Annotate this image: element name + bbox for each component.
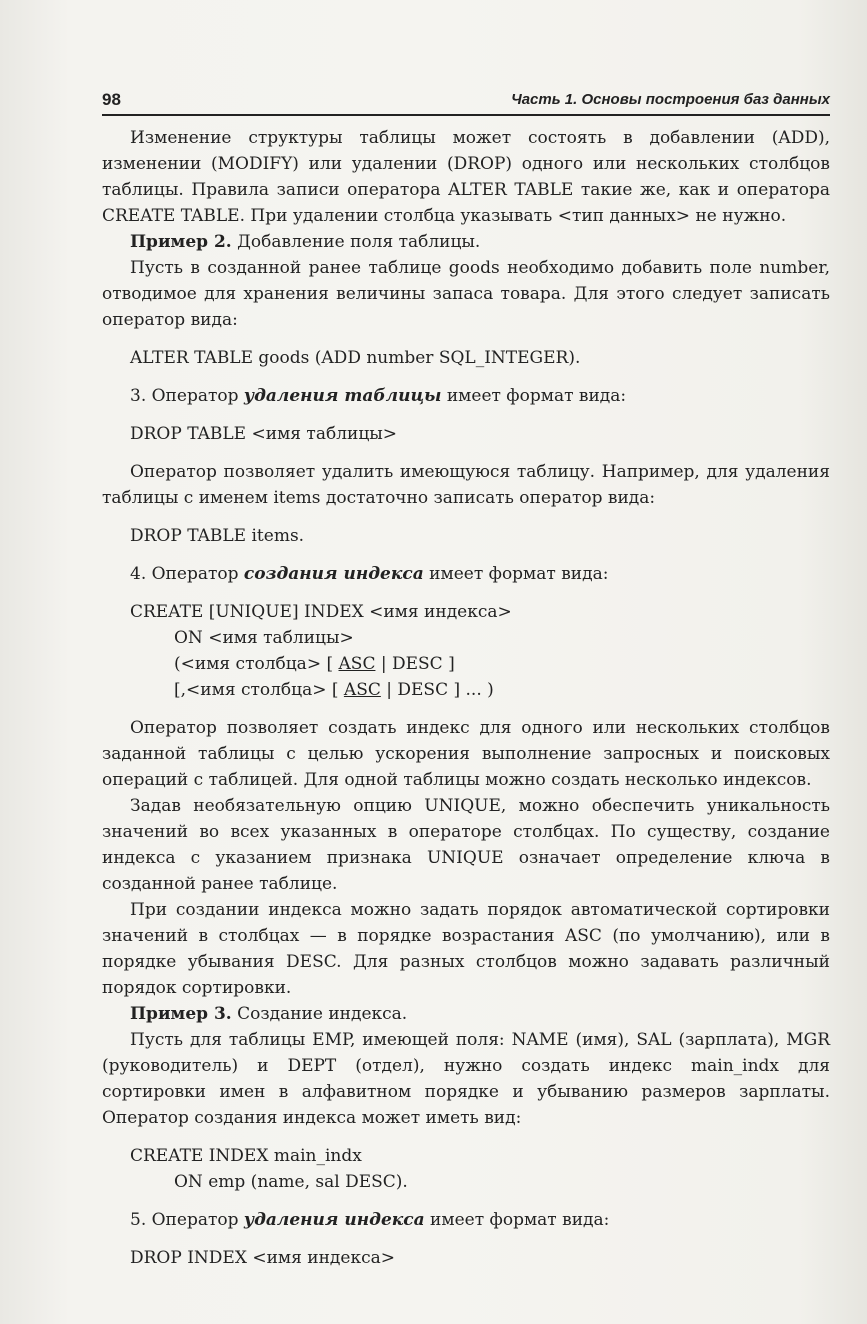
example-label: Пример 2. — [130, 232, 232, 252]
running-title: Часть 1. Основы построения баз данных — [511, 91, 830, 108]
term-create-index: создания индекса — [243, 564, 424, 584]
code-create-index-example — [102, 1143, 830, 1195]
paragraph-drop-table: Оператор позволяет удалить имеющуюся таблицу. Например, для удаления таблицы с именем items достаточно записать оператор вида: — [102, 462, 830, 508]
code-line: [,<имя столбца> [ ASC | DESC ] ... ) — [174, 680, 494, 700]
code-drop-table-format: DROP TABLE <имя таблицы> — [130, 424, 398, 444]
example-title: Добавление поля таблицы. — [231, 232, 481, 252]
page-body — [102, 125, 830, 1271]
section-create-index: 4. Оператор создания индекса имеет формат вида: — [130, 564, 609, 584]
term-drop-table: удаления таблицы — [243, 386, 442, 406]
paragraph-unique: Задав необязательную опцию UNIQUE, можно обеспечить уникальность значений во всех указанных в операторе столбцах. По существу, создание индекса с указанием признака UNIQUE означает определение ключа в созданной ранее таблице. — [102, 796, 830, 894]
code-line: (<имя столбца> [ ASC | DESC ] — [174, 654, 455, 674]
example-label: Пример 3. — [130, 1004, 232, 1024]
paragraph-example-2: Пусть в созданной ранее таблице goods необходимо добавить поле number, отводимое для хранения величины запаса товара. Для этого следует записать оператор вида: — [102, 258, 830, 330]
example-title: Создание индекса. — [231, 1004, 408, 1024]
page-header — [102, 90, 830, 116]
paragraph-alter-table: Изменение структуры таблицы может состоять в добавлении (ADD), изменении (MODIFY) или удалении (DROP) одного или нескольких столбцов таблицы. Правила записи оператора ALTER TABLE такие же, как и оператора CREATE TABLE. При удалении столбца указывать <тип данных> не нужно. — [102, 128, 830, 226]
code-drop-index-format: DROP INDEX <имя индекса> — [130, 1248, 395, 1268]
paragraph-create-index: Оператор позволяет создать индекс для одного или нескольких столбцов заданной таблицы с целью ускорения выполнение запросных и поисковых операций с таблицей. Для одной таблицы можно создать несколько индексов. — [102, 718, 830, 790]
code-line: CREATE INDEX main_indx — [130, 1146, 362, 1166]
section-drop-index: 5. Оператор удаления индекса имеет формат вида: — [130, 1210, 610, 1230]
code-drop-table-items: DROP TABLE items. — [130, 526, 305, 546]
term-drop-index: удаления индекса — [243, 1210, 425, 1230]
code-alter-table: ALTER TABLE goods (ADD number SQL_INTEGER). — [130, 348, 581, 368]
section-drop-table: 3. Оператор удаления таблицы имеет формат вида: — [130, 386, 627, 406]
paragraph-example-3: Пусть для таблицы EMP, имеющей поля: NAME (имя), SAL (зарплата), MGR (руководитель) и DEPT (отдел), нужно создать индекс main_indx для сортировки имен в алфавитном порядке и убыванию размеров зарплаты. Оператор создания индекса может иметь вид: — [102, 1030, 830, 1128]
page-number: 98 — [102, 90, 121, 109]
code-create-index-format — [102, 599, 830, 703]
paragraph-sort-order: При создании индекса можно задать порядок автоматической сортировки значений в столбцах — в порядке возрастания ASC (по умолчанию), или в порядке убывания DESC. Для разных столбцов можно задавать различный порядок сортировки. — [102, 900, 830, 998]
code-line: ON emp (name, sal DESC). — [174, 1172, 408, 1192]
code-line: CREATE [UNIQUE] INDEX <имя индекса> — [130, 602, 512, 622]
example-2-heading — [102, 229, 830, 255]
example-3-heading — [102, 1001, 830, 1027]
code-line: ON <имя таблицы> — [174, 628, 354, 648]
